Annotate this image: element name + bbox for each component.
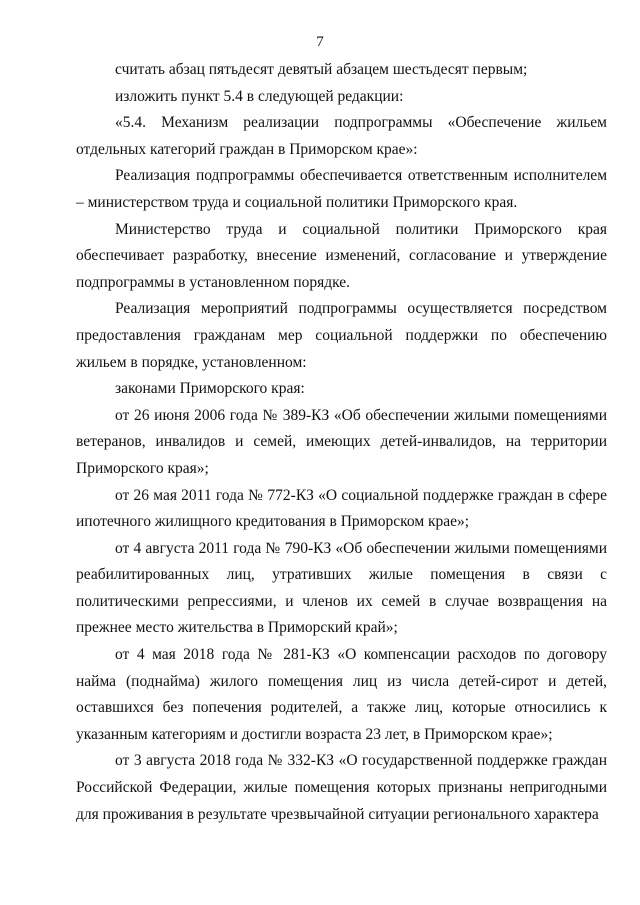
paragraph-ministry: Министерство труда и социальной политики Приморского края обеспечивает разработку, внесение изменений, согласование и утверждение подпрограммы в установленном порядке. — [76, 220, 607, 291]
paragraph-law-281: от 4 мая 2018 года № 281-КЗ «О компенсации расходов по договору найма (поднайма) жилого помещения лиц из числа детей-сирот и детей, оставшихся без попечения родителей, а также лиц, которые относились к указанным категориям и достигли возраста 23 лет, в Приморском крае»; — [76, 646, 607, 743]
paragraph-law-389: от 26 июня 2006 года № 389-КЗ «Об обеспечении жилыми помещениями ветеранов, инвалидов и семей, имеющих детей-инвалидов, на территории Приморского края»; — [76, 406, 607, 477]
paragraph-law-790: от 4 августа 2011 года № 790-КЗ «Об обеспечении жилыми помещениями реабилитированных лиц, утративших жилые помещения в связи с политическими репрессиями, и членов их семей в случае возвращения на прежнее место жительства в Приморский край»; — [76, 539, 607, 637]
paragraph-intro: изложить пункт 5.4 в следующей редакции: — [115, 87, 404, 105]
document-body — [76, 57, 607, 828]
paragraph-law-332: от 3 августа 2018 года № 332-КЗ «О государственной поддержке граждан Российской Федерации, жилые помещения которых признаны непригодными для проживания в результате чрезвычайной ситуации регионального характера — [76, 752, 607, 823]
paragraph-measures: Реализация мероприятий подпрограммы осуществляется посредством предоставления гражданам мер социальной поддержки по обеспечению жильем в порядке, установленном: — [76, 300, 607, 371]
paragraph-law-772: от 26 мая 2011 года № 772-КЗ «О социальной поддержке граждан в сфере ипотечного жилищного кредитования в Приморском крае»; — [76, 486, 607, 531]
page-number: 7 — [316, 34, 324, 50]
paragraph-laws-heading: законами Приморского края: — [115, 380, 305, 398]
paragraph-heading: «5.4. Механизм реализации подпрограммы «Обеспечение жильем отдельных категорий граждан в Приморском крае»: — [76, 114, 607, 158]
paragraph-renumber: считать абзац пятьдесят девятый абзацем шестьдесят первым; — [115, 61, 528, 78]
paragraph-responsible: Реализация подпрограммы обеспечивается ответственным исполнителем – министерством труда и социальной политики Приморского края. — [76, 167, 607, 211]
